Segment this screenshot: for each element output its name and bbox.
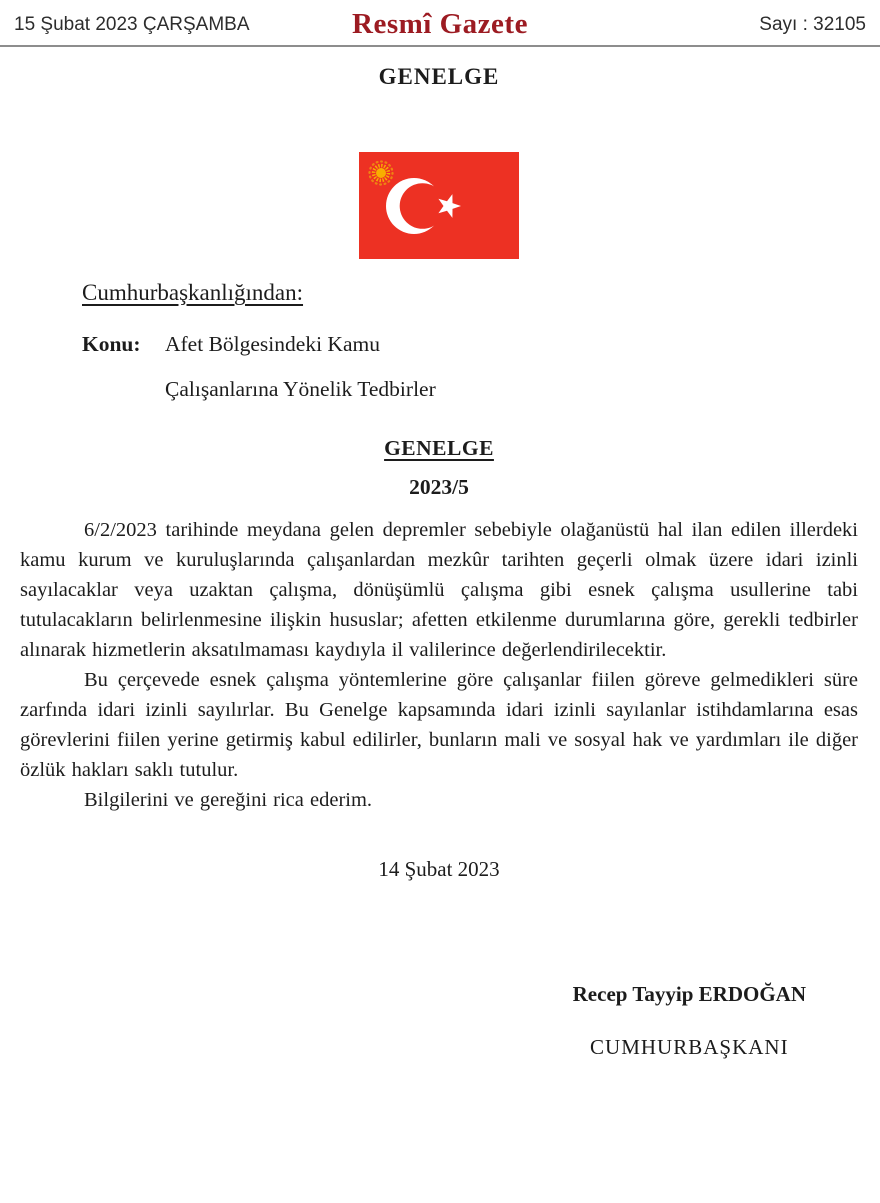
signatory-title: CUMHURBAŞKANI [590, 1035, 789, 1059]
paragraph-2: Bu çerçevede esnek çalışma yöntemlerine göre çalışanlar fiilen göreve gelmedikleri süre zarfında idari izinli sayılırlar. Bu Genelge kapsamında idari izinli sayılanlar istihdamlarına esas görevlerini fiilen yerine getirmiş kabul edilirler, bunların mali ve sosyal hak ve yardımları ile diğer özlük hakları saklı tutulur. [20, 669, 858, 781]
circular-document [0, 64, 880, 1060]
crescent-inner [400, 183, 446, 229]
gazette-masthead: Resmî Gazete [352, 8, 528, 40]
signature-block [573, 982, 806, 1060]
circular-body [20, 515, 858, 815]
document-type-heading: GENELGE [378, 64, 500, 89]
header-issue-number: Sayı : 32105 [759, 13, 866, 35]
circular-heading: GENELGE [384, 436, 494, 460]
signature-date: 14 Şubat 2023 [378, 857, 500, 881]
header-date: 15 Şubat 2023 ÇARŞAMBA [14, 13, 250, 35]
subject-text [165, 322, 436, 412]
subject-block [82, 322, 858, 412]
signatory-name: Recep Tayyip ERDOĞAN [572, 982, 806, 1006]
issuing-authority: Cumhurbaşkanlığından: [82, 280, 304, 305]
flag-container [20, 152, 858, 259]
circular-number: 2023/5 [409, 475, 469, 499]
closing-sentence: Bilgilerini ve gereğini rica ederim. [84, 789, 373, 811]
paragraph-1: 6/2/2023 tarihinde meydana gelen depremler sebebiyle olağanüstü hal ilan edilen illerdeki kamu kurum ve kuruluşlarında çalışanlardan mezkûr tarihten geçerli olmak üzere idari izinli sayılacaklar veya uzaktan çalışma, dönüşümlü çalışma gibi esnek çalışma usullerine tabi tutulacakların belirlenmesine ilişkin hususlar; afetten etkilenme durumlarına göre, gerekli tedbirler alınarak hizmetlerin aksatılmaması kaydıyla il valilerince değerlendirilecektir. [20, 519, 858, 661]
subject-label: Konu: [82, 332, 141, 356]
subject-line-1: Afet Bölgesindeki Kamu [165, 332, 380, 356]
turkish-presidential-flag-icon [359, 152, 519, 259]
gazette-header [0, 0, 880, 47]
subject-line-2: Çalışanlarına Yönelik Tedbirler [165, 377, 436, 401]
